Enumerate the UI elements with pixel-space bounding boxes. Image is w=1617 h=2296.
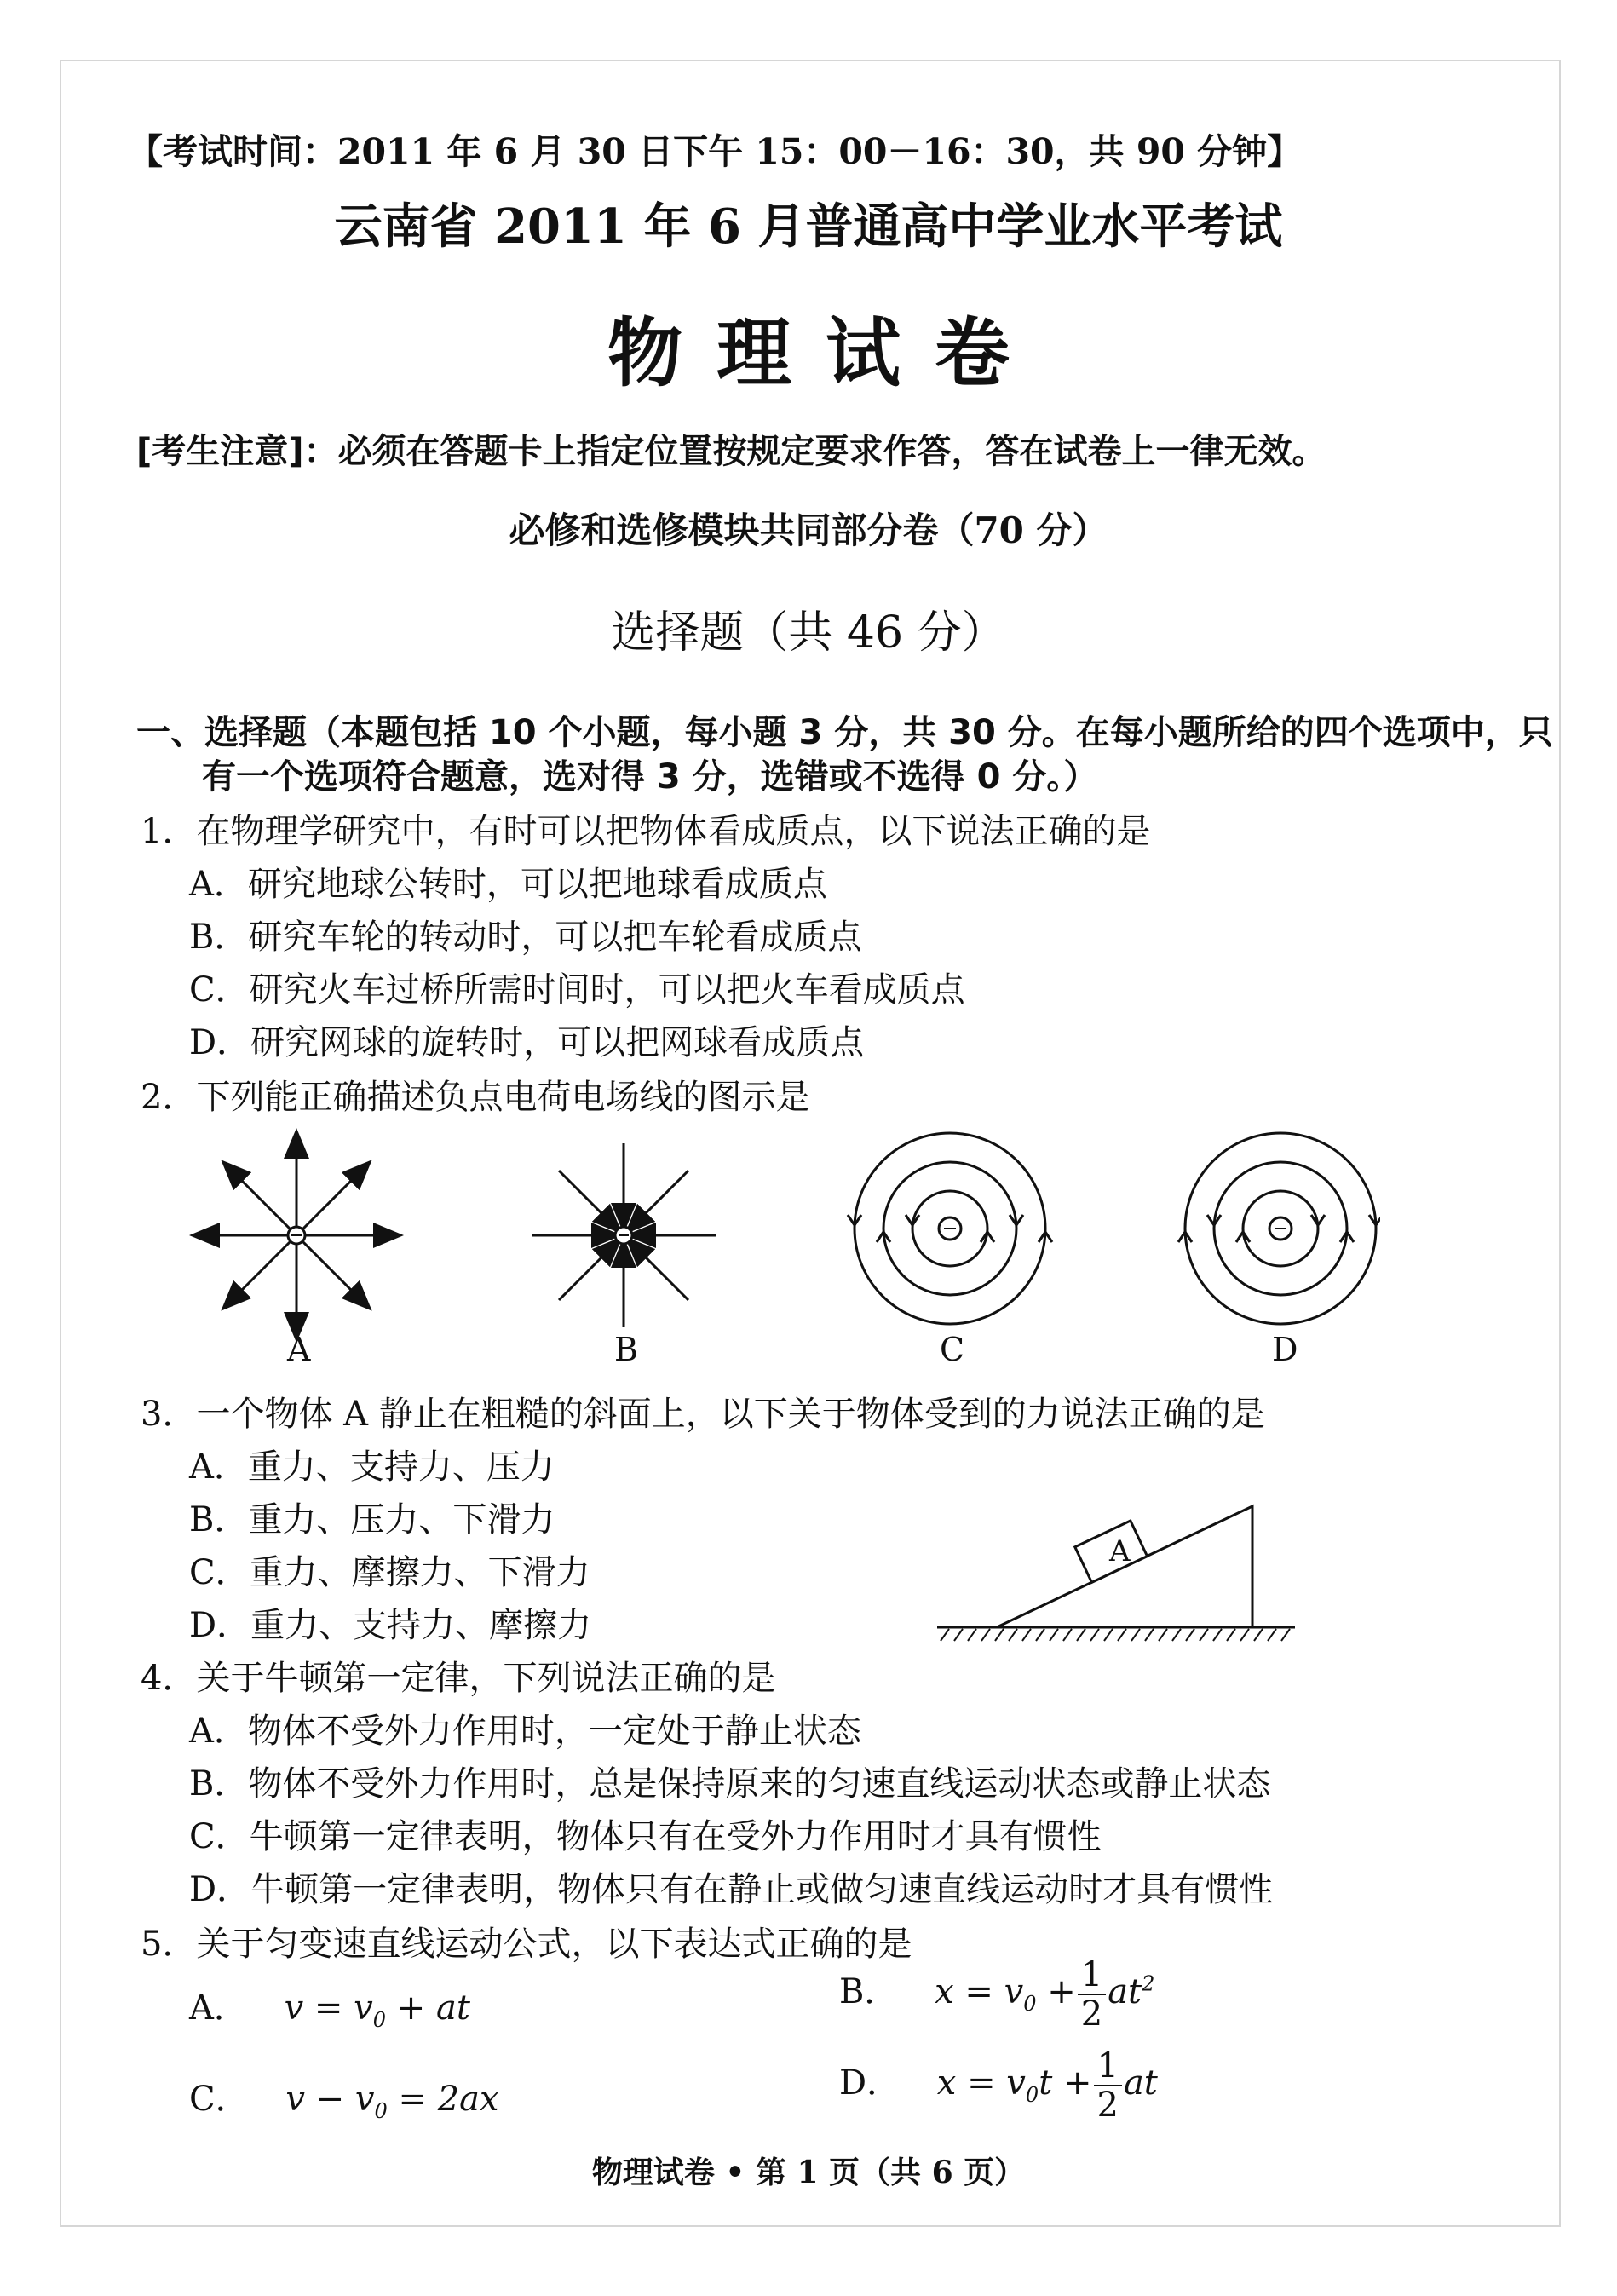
diagram-label-c: C: [940, 1331, 965, 1368]
q5-formula-d: $x = v_0t$ + $\frac{1}{2}$ at: [936, 2046, 1158, 2125]
q1-option-d: D．研究网球的旋转时，可以把网球看成质点: [189, 1023, 865, 1062]
q5-option-a: [189, 1981, 470, 2032]
q3-stem: 3．一个物体 A 静止在粗糙的斜面上，以下关于物体受到的力说法正确的是: [141, 1395, 1265, 1434]
q5-option-d-label: D．: [839, 2063, 901, 2103]
diagram-label-a: A: [287, 1331, 311, 1368]
q4-option-a: A．物体不受外力作用时，一定处于静止状态: [189, 1712, 861, 1751]
field-diagram-d: [1178, 1133, 1380, 1324]
subject-title: 物理试卷: [607, 308, 1044, 397]
q5-option-b: [839, 1955, 1155, 2034]
exam-time: 【考试时间：2011 年 6 月 30 日下午 15：00－16：30，共 90 分钟】: [128, 131, 1303, 172]
section-title: 必修和选修模块共同部分卷（70 分）: [509, 509, 1108, 551]
q4-option-b: B．物体不受外力作用时，总是保持原来的匀速直线运动状态或静止状态: [189, 1764, 1271, 1804]
diagram-label-b: B: [614, 1331, 638, 1368]
part-instructions-line2: 有一个选项符合题意，选对得 3 分，选错或不选得 0 分。）: [202, 757, 1098, 797]
q5-formula-a: $v = v_0$ + at: [284, 1988, 470, 2032]
part-instructions-line1: 一、选择题（本题包括 10 个小题，每小题 3 分，共 30 分。在每小题所给的四个选项中，只: [136, 713, 1553, 752]
candidate-notice: [考生注意]：必须在答题卡上指定位置按规定要求作答，答在试卷上一律无效。: [136, 432, 1326, 471]
electric-field-diagrams: [187, 1125, 1380, 1380]
field-diagram-a: [204, 1143, 388, 1327]
q1-stem: 1．在物理学研究中，有时可以把物体看成质点，以下说法正确的是: [141, 812, 1151, 851]
q5-option-c: [189, 2072, 499, 2123]
q4-stem: 4．关于牛顿第一定律，下列说法正确的是: [141, 1659, 776, 1698]
q4-option-d: D．牛顿第一定律表明，物体只有在静止或做匀速直线运动时才具有惯性: [189, 1870, 1274, 1909]
q2-stem: 2．下列能正确描述负点电荷电场线的图示是: [141, 1078, 810, 1117]
q1-option-c: C．研究火车过桥所需时间时，可以把火车看成质点: [189, 970, 965, 1010]
q5-formula-c: $v - v_0 = 2ax$: [285, 2080, 499, 2123]
q4-option-c: C．牛顿第一定律表明，物体只有在受外力作用时才具有惯性: [189, 1817, 1102, 1856]
q3-option-d: D．重力、支持力、摩擦力: [189, 1606, 592, 1645]
q1-option-a: A．研究地球公转时，可以把地球看成质点: [189, 865, 827, 904]
q5-option-b-label: B．: [839, 1972, 899, 2011]
page-footer: 物理试卷 • 第 1 页（共 6 页）: [591, 2155, 1026, 2190]
field-diagram-c: [848, 1133, 1052, 1324]
q1-option-b: B．研究车轮的转动时，可以把车轮看成质点: [189, 918, 862, 957]
q3-option-a: A．重力、支持力、压力: [189, 1447, 555, 1487]
incline-block-label: A: [1109, 1534, 1131, 1568]
q5-formula-b: $x = v_0$ + $\frac{1}{2}$ $at^2$: [935, 1955, 1155, 2034]
field-diagram-b: [532, 1143, 716, 1327]
q5-option-c-label: C．: [189, 2080, 250, 2119]
exam-title: 云南省 2011 年 6 月普通高中学业水平考试: [334, 199, 1283, 255]
q3-option-b: B．重力、压力、下滑力: [189, 1500, 555, 1539]
q5-option-d: [839, 2046, 1158, 2125]
diagram-label-d: D: [1272, 1331, 1298, 1368]
q3-option-c: C．重力、摩擦力、下滑力: [189, 1553, 590, 1592]
subsection-title: 选择题（共 46 分）: [611, 607, 1006, 659]
q5-stem: 5．关于匀变速直线运动公式，以下表达式正确的是: [141, 1925, 912, 1964]
q5-option-a-label: A．: [189, 1988, 248, 2028]
